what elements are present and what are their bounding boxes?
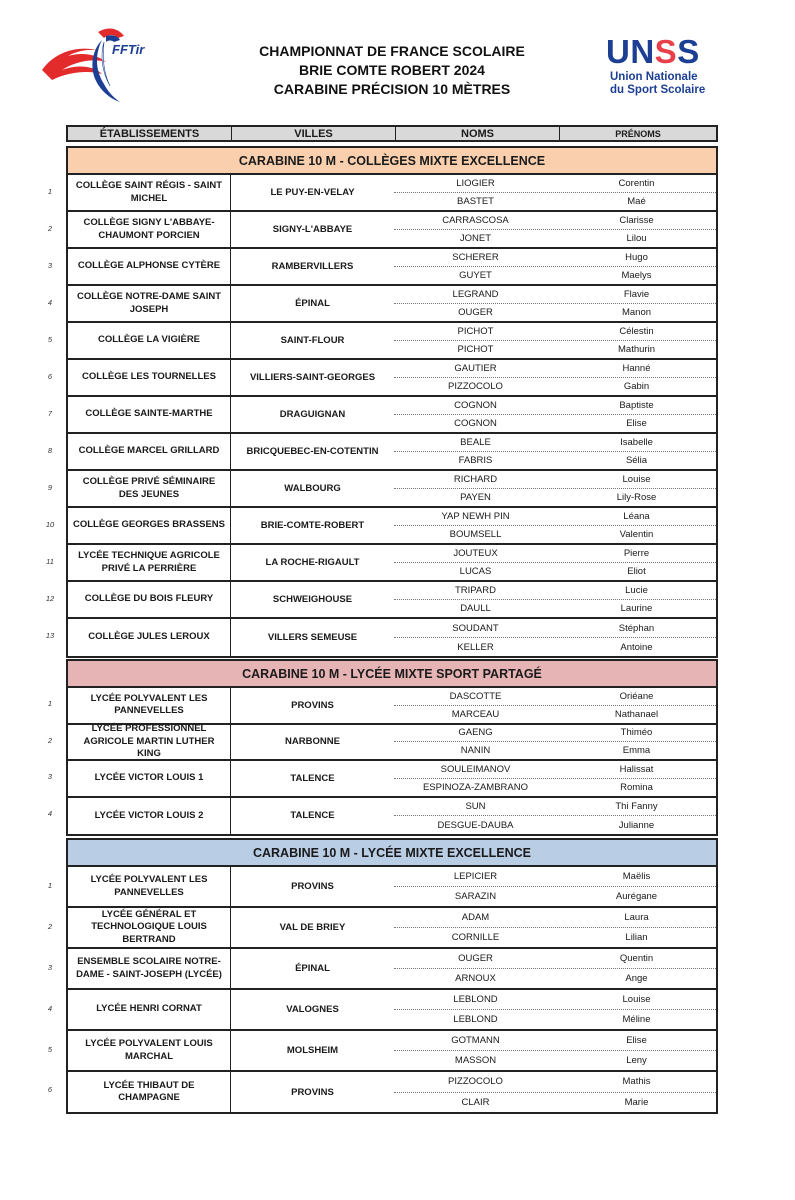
- ville-cell: PROVINS: [291, 1086, 334, 1098]
- ville-cell: SCHWEIGHOUSE: [272, 594, 353, 605]
- nom-cell: DAULL: [460, 603, 491, 614]
- participants: [394, 434, 716, 469]
- nom-cell: SOUDANT: [452, 622, 499, 634]
- participant-row: [394, 471, 716, 489]
- rank-number: 7: [47, 408, 53, 418]
- document-title: [200, 42, 584, 99]
- etablissement-cell: ENSEMBLE SCOLAIRE NOTRE-DAME - SAINT-JOSEPH (LYCÉE): [68, 949, 231, 988]
- participant-row: [394, 1010, 716, 1029]
- prenom-cell: Laurine: [620, 603, 653, 614]
- prenom-cell: Thiméo: [620, 727, 653, 739]
- rank-number: 4: [47, 808, 53, 818]
- prenom-cell: Mathis: [622, 1076, 651, 1088]
- nom-cell: LUCAS: [459, 566, 492, 577]
- rank-number: 5: [47, 1044, 53, 1054]
- ville-cell: TALENCE: [290, 810, 335, 822]
- etablissement-cell: COLLÈGE GEORGES BRASSENS: [68, 508, 231, 543]
- rank-number: 6: [47, 371, 53, 381]
- prenom-cell: Romina: [620, 781, 653, 793]
- etablissement-cell: COLLÈGE NOTRE-DAME SAINT JOSEPH: [68, 286, 231, 321]
- participants: [394, 1072, 716, 1112]
- section-3: [66, 838, 718, 1114]
- prenom-cell: Méline: [622, 1014, 651, 1025]
- nom-cell: BEALE: [460, 437, 491, 448]
- participant-row: [394, 688, 716, 706]
- title-line-3: CARABINE PRÉCISION 10 MÈTRES: [273, 81, 511, 97]
- ville-cell: VALOGNES: [286, 1004, 339, 1015]
- table-row: [68, 619, 716, 656]
- table-row: [68, 545, 716, 582]
- ville-cell: VILLIERS-SAINT-GEORGES: [249, 372, 376, 383]
- participants: [394, 508, 716, 543]
- nom-cell: LEPICIER: [453, 871, 498, 882]
- rank-number: 11: [46, 556, 54, 566]
- nom-cell: COGNON: [454, 400, 497, 411]
- participant-row: [394, 1072, 716, 1093]
- participants: [394, 761, 716, 796]
- participant-row: [394, 887, 716, 906]
- ville-cell: PROVINS: [291, 699, 334, 711]
- prenom-cell: Elise: [626, 1035, 647, 1046]
- participant-row: [394, 526, 716, 543]
- table-row: [68, 582, 716, 619]
- table-row: [68, 1031, 716, 1072]
- nom-cell: DESGUE-DAUBA: [437, 819, 514, 831]
- unss-logo: [606, 34, 726, 98]
- nom-cell: SARAZIN: [454, 891, 497, 902]
- prenom-cell: Corentin: [618, 178, 655, 189]
- nom-cell: CLAIR: [461, 1096, 490, 1108]
- prenom-cell: Julianne: [618, 819, 655, 831]
- nom-cell: LEGRAND: [452, 289, 499, 300]
- etablissement-cell: LYCÉE POLYVALENT LOUIS MARCHAL: [68, 1031, 231, 1070]
- nom-cell: FABRIS: [458, 455, 493, 466]
- participant-row: [394, 434, 716, 452]
- ville-cell: SIGNY-L'ABBAYE: [272, 224, 353, 235]
- participants: [394, 949, 716, 988]
- rank-number: 5: [47, 334, 53, 344]
- prenom-cell: Louise: [622, 474, 651, 485]
- nom-cell: LEBLOND: [453, 1014, 498, 1025]
- participants: [394, 582, 716, 617]
- title-line-2: BRIE COMTE ROBERT 2024: [299, 62, 485, 78]
- participants: [394, 867, 716, 906]
- title-line-1: CHAMPIONNAT DE FRANCE SCOLAIRE: [259, 43, 525, 59]
- col-header-villes: VILLES: [232, 127, 396, 140]
- etablissement-cell: LYCÉE GÉNÉRAL ET TECHNOLOGIQUE LOUIS BERTRAND: [68, 908, 231, 947]
- nom-cell: TRIPARD: [455, 585, 496, 596]
- rank-number: 9: [47, 482, 53, 492]
- participants: [394, 908, 716, 947]
- section-1: [66, 146, 718, 658]
- participants: [394, 212, 716, 247]
- ville-cell: VAL DE BRIEY: [279, 922, 346, 933]
- participants: [394, 323, 716, 358]
- etablissement-cell: COLLÈGE LA VIGIÈRE: [68, 323, 231, 358]
- prenom-cell: Maëlis: [622, 871, 651, 882]
- participant-row: [394, 508, 716, 526]
- participants: [394, 471, 716, 506]
- ville-cell: RAMBERVILLERS: [271, 261, 354, 272]
- participant-row: [394, 1031, 716, 1051]
- rank-number: 1: [47, 186, 53, 196]
- table-row: [68, 908, 716, 949]
- prenom-cell: Aurégane: [615, 891, 658, 902]
- prenom-cell: Quentin: [619, 953, 654, 964]
- participants: [394, 688, 716, 723]
- participant-row: [394, 928, 716, 947]
- rank-number: 3: [47, 962, 53, 972]
- ville-cell: NARBONNE: [285, 736, 340, 748]
- participant-row: [394, 323, 716, 341]
- participant-row: [394, 286, 716, 304]
- table-row: [68, 286, 716, 323]
- participant-row: [394, 761, 716, 779]
- ville-cell: MOLSHEIM: [286, 1045, 339, 1056]
- rank-number: 12: [45, 593, 55, 603]
- participant-row: [394, 415, 716, 432]
- nom-cell: PICHOT: [457, 326, 494, 337]
- table-row: [68, 867, 716, 908]
- participants: [394, 360, 716, 395]
- prenom-cell: Laura: [624, 912, 649, 923]
- prenom-cell: Valentin: [619, 529, 654, 540]
- rank-number: 10: [45, 519, 55, 529]
- participant-row: [394, 304, 716, 321]
- table-row: [68, 323, 716, 360]
- prenom-cell: Baptiste: [619, 400, 654, 411]
- prenom-cell: Clarisse: [619, 215, 654, 226]
- rank-number: 3: [47, 772, 53, 782]
- ville-cell: SAINT-FLOUR: [280, 335, 345, 346]
- ville-cell: TALENCE: [290, 772, 335, 784]
- nom-cell: OUGER: [458, 307, 493, 318]
- table-row: [68, 798, 716, 835]
- rank-number: 8: [47, 445, 53, 455]
- participant-row: [394, 990, 716, 1010]
- table-row: [68, 175, 716, 212]
- prenom-cell: Stéphan: [618, 622, 655, 634]
- table-row: [68, 249, 716, 286]
- rank-number: 6: [47, 1085, 53, 1094]
- participant-row: [394, 175, 716, 193]
- prenom-cell: Flavie: [623, 289, 650, 300]
- rank-number: 4: [47, 297, 53, 307]
- participant-row: [394, 267, 716, 284]
- etablissement-cell: LYCÉE THIBAUT DE CHAMPAGNE: [68, 1072, 231, 1112]
- nom-cell: GAENG: [458, 727, 493, 739]
- prenom-cell: Léana: [623, 511, 650, 522]
- etablissement-cell: LYCÉE HENRI CORNAT: [68, 990, 231, 1029]
- prenom-cell: Marie: [624, 1096, 649, 1108]
- participants: [394, 545, 716, 580]
- participants: [394, 798, 716, 835]
- nom-cell: ADAM: [461, 912, 490, 923]
- nom-cell: MASSON: [454, 1055, 497, 1066]
- col-header-etablissements: ÉTABLISSEMENTS: [68, 127, 232, 140]
- table-row: [68, 1072, 716, 1112]
- ville-cell: PROVINS: [291, 881, 334, 892]
- nom-cell: KELLER: [457, 641, 494, 653]
- etablissement-cell: COLLÈGE DU BOIS FLEURY: [68, 582, 231, 617]
- participants: [394, 990, 716, 1029]
- participant-row: [394, 1051, 716, 1070]
- prenom-cell: Eliot: [627, 566, 646, 577]
- fftir-rooster-logo-icon: [38, 22, 148, 106]
- nom-cell: GUYET: [459, 270, 492, 281]
- participant-row: [394, 619, 716, 638]
- etablissement-cell: COLLÈGE SIGNY L'ABBAYE-CHAUMONT PORCIEN: [68, 212, 231, 247]
- rank-number: 2: [47, 921, 53, 931]
- participant-row: [394, 397, 716, 415]
- participant-row: [394, 600, 716, 617]
- participant-row: [394, 193, 716, 210]
- nom-cell: YAP NEWH PIN: [441, 511, 510, 522]
- ville-cell: ÉPINAL: [295, 298, 330, 309]
- participants: [394, 619, 716, 656]
- prenom-cell: Célestin: [619, 326, 654, 337]
- participant-row: [394, 249, 716, 267]
- prenom-cell: Lucie: [625, 585, 648, 596]
- participant-row: [394, 230, 716, 247]
- participant-row: [394, 452, 716, 469]
- prenom-cell: Lily-Rose: [616, 492, 657, 503]
- participants: [394, 286, 716, 321]
- participants: [394, 175, 716, 210]
- nom-cell: BOUMSELL: [449, 529, 502, 540]
- table-row: [68, 397, 716, 434]
- nom-cell: SCHERER: [452, 252, 499, 263]
- participant-row: [394, 867, 716, 887]
- participants: [394, 1031, 716, 1070]
- nom-cell: GOTMANN: [451, 1035, 500, 1046]
- etablissement-cell: COLLÈGE SAINTE-MARTHE: [68, 397, 231, 432]
- prenom-cell: Maelys: [621, 270, 652, 281]
- unss-logo-word: UNSS: [606, 33, 700, 70]
- table-row: [68, 761, 716, 798]
- prenom-cell: Emma: [622, 745, 651, 757]
- column-header-row: [66, 125, 718, 142]
- etablissement-cell: COLLÈGE MARCEL GRILLARD: [68, 434, 231, 469]
- prenom-cell: Mathurin: [618, 344, 655, 355]
- fftir-logo-text: FFTir: [112, 42, 145, 57]
- table-row: [68, 360, 716, 397]
- nom-cell: NANIN: [460, 745, 491, 757]
- prenom-cell: Nathanael: [614, 708, 659, 720]
- nom-cell: JONET: [459, 233, 492, 244]
- nom-cell: CORNILLE: [451, 932, 500, 943]
- nom-cell: MARCEAU: [451, 708, 500, 720]
- prenom-cell: Thi Fanny: [615, 800, 658, 812]
- nom-cell: ARNOUX: [455, 973, 496, 984]
- prenom-cell: Lilou: [626, 233, 647, 244]
- etablissement-cell: LYCÉE PROFESSIONNEL AGRICOLE MARTIN LUTHER KING: [68, 725, 231, 760]
- prenom-cell: Oriéane: [619, 690, 654, 702]
- table-row: [68, 434, 716, 471]
- section-title: CARABINE 10 M - LYCÉE MIXTE SPORT PARTAGÉ: [68, 661, 716, 688]
- rank-number: 1: [47, 699, 53, 709]
- participant-row: [394, 779, 716, 796]
- etablissement-cell: COLLÈGE LES TOURNELLES: [68, 360, 231, 395]
- nom-cell: SOULEIMANOV: [440, 763, 511, 775]
- section-2: [66, 659, 718, 836]
- etablissement-cell: LYCÉE POLYVALENT LES PANNEVELLES: [68, 688, 231, 723]
- participants: [394, 397, 716, 432]
- nom-cell: PIZZOCOLO: [448, 381, 503, 392]
- prenom-cell: Halissat: [619, 763, 654, 775]
- participants: [394, 725, 716, 760]
- nom-cell: PAYEN: [460, 492, 491, 503]
- ville-cell: WALBOURG: [284, 483, 341, 494]
- nom-cell: JOUTEUX: [453, 548, 498, 559]
- participant-row: [394, 212, 716, 230]
- nom-cell: BASTET: [457, 196, 494, 207]
- participant-row: [394, 969, 716, 988]
- participants: [394, 249, 716, 284]
- ville-cell: BRICQUEBEC-EN-COTENTIN: [246, 446, 379, 457]
- section-title: CARABINE 10 M - LYCÉE MIXTE EXCELLENCE: [68, 840, 716, 867]
- participant-row: [394, 582, 716, 600]
- unss-logo-subtitle: Union Nationale du Sport Scolaire: [610, 71, 706, 96]
- etablissement-cell: LYCÉE POLYVALENT LES PANNEVELLES: [68, 867, 231, 906]
- rank-number: 13: [45, 630, 55, 640]
- rank-number: 3: [47, 260, 53, 270]
- table-row: [68, 688, 716, 725]
- prenom-cell: Elise: [626, 418, 647, 429]
- prenom-cell: Pierre: [623, 548, 650, 559]
- ville-cell: VILLERS SEMEUSE: [267, 632, 358, 643]
- prenom-cell: Manon: [621, 307, 652, 318]
- nom-cell: CARRASCOSA: [442, 215, 509, 226]
- participant-row: [394, 545, 716, 563]
- participant-row: [394, 360, 716, 378]
- participant-row: [394, 563, 716, 580]
- participant-row: [394, 949, 716, 969]
- nom-cell: COGNON: [454, 418, 497, 429]
- participant-row: [394, 706, 716, 723]
- nom-cell: SUN: [465, 800, 486, 812]
- ville-cell: LA ROCHE-RIGAULT: [265, 557, 360, 568]
- ville-cell: LE PUY-EN-VELAY: [270, 187, 355, 198]
- nom-cell: ESPINOZA-ZAMBRANO: [422, 781, 529, 793]
- rank-number: 1: [47, 880, 53, 890]
- nom-cell: PIZZOCOLO: [448, 1076, 503, 1088]
- nom-cell: RICHARD: [453, 474, 498, 485]
- participant-row: [394, 489, 716, 506]
- etablissement-cell: LYCÉE VICTOR LOUIS 2: [68, 798, 231, 835]
- prenom-cell: Sélia: [625, 455, 648, 466]
- prenom-cell: Maé: [627, 196, 646, 207]
- prenom-cell: Lilian: [625, 932, 648, 943]
- participant-row: [394, 908, 716, 928]
- participant-row: [394, 816, 716, 834]
- participant-row: [394, 742, 716, 759]
- nom-cell: GAUTIER: [454, 363, 497, 374]
- participant-row: [394, 798, 716, 817]
- prenom-cell: Louise: [622, 994, 651, 1005]
- etablissement-cell: COLLÈGE PRIVÉ SÉMINAIRE DES JEUNES: [68, 471, 231, 506]
- rank-number: 2: [47, 223, 53, 233]
- participant-row: [394, 1093, 716, 1113]
- rank-number: 2: [47, 735, 53, 745]
- table-row: [68, 949, 716, 990]
- etablissement-cell: LYCÉE VICTOR LOUIS 1: [68, 761, 231, 796]
- section-title: CARABINE 10 M - COLLÈGES MIXTE EXCELLENCE: [68, 148, 716, 175]
- participant-row: [394, 638, 716, 656]
- prenom-cell: Gabin: [623, 381, 650, 392]
- etablissement-cell: LYCÉE TECHNIQUE AGRICOLE PRIVÉ LA PERRIÈRE: [68, 545, 231, 580]
- table-row: [68, 212, 716, 249]
- prenom-cell: Leny: [626, 1055, 647, 1066]
- nom-cell: DASCOTTE: [449, 690, 502, 702]
- prenom-cell: Antoine: [620, 641, 653, 653]
- table-row: [68, 471, 716, 508]
- table-row: [68, 990, 716, 1031]
- rank-number: 4: [47, 1003, 53, 1013]
- nom-cell: OUGER: [458, 953, 493, 964]
- prenom-cell: Ange: [625, 973, 648, 984]
- etablissement-cell: COLLÈGE SAINT RÉGIS - SAINT MICHEL: [68, 175, 231, 210]
- nom-cell: LIOGIER: [456, 178, 495, 189]
- participant-row: [394, 341, 716, 358]
- col-header-noms: NOMS: [396, 127, 560, 140]
- etablissement-cell: COLLÈGE ALPHONSE CYTÈRE: [68, 249, 231, 284]
- participant-row: [394, 378, 716, 395]
- ville-cell: DRAGUIGNAN: [279, 409, 346, 420]
- fftir-logo: [38, 22, 148, 106]
- table-row: [68, 725, 716, 762]
- prenom-cell: Hanné: [622, 363, 651, 374]
- etablissement-cell: COLLÈGE JULES LEROUX: [68, 619, 231, 656]
- participant-row: [394, 725, 716, 743]
- ville-cell: ÉPINAL: [295, 963, 330, 974]
- nom-cell: LEBLOND: [453, 994, 498, 1005]
- ville-cell: BRIE-COMTE-ROBERT: [260, 520, 365, 531]
- prenom-cell: Isabelle: [620, 437, 653, 448]
- nom-cell: PICHOT: [457, 344, 494, 355]
- col-header-prenoms: PRÉNOMS: [615, 128, 661, 139]
- prenom-cell: Hugo: [625, 252, 648, 263]
- table-row: [68, 508, 716, 545]
